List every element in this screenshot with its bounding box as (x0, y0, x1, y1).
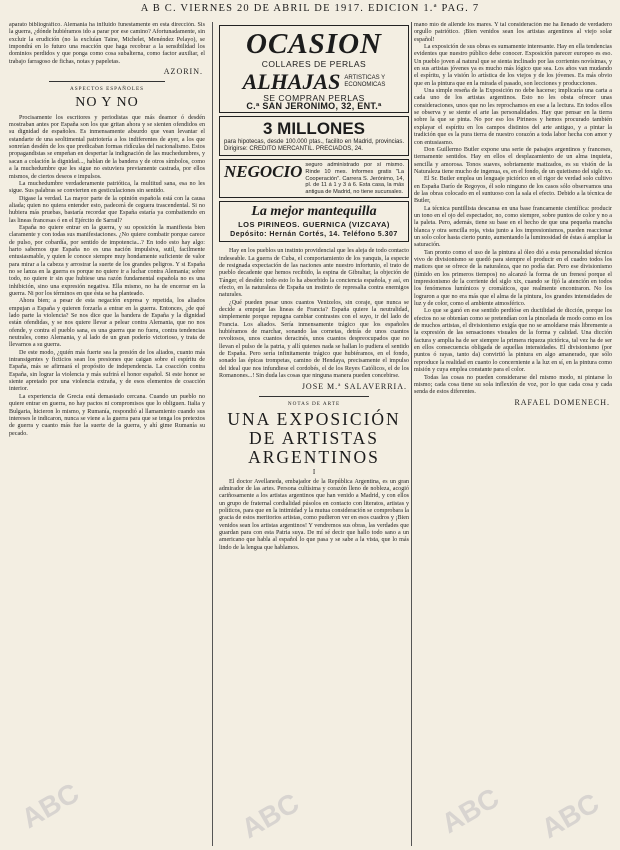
ad-line: COLLARES DE PERLAS (261, 59, 367, 69)
ad-body: para hipotecas, desde 100.000 ptas., facilito en Madrid, provincias. Dirigirse: CREDITO MERCANTIL. PRECIADOS, 24. (224, 139, 404, 153)
paragraph: Tan pronto como el uso de la pintura al óleo dió a esta personalidad técnica vivo de divisionismo se quedó para siempre el producir en el cuadro todos los matices que se ofrece de la naturaleza, que no podía dar. Pero ese divisionismo (tímido en los primeros tiempos) no alcanzó la forma de un frenesí porque el impresionismo de la corriente del siglo xix, cuando se fijó la atención en todos los fenómenos lumínicos y cromáticos, que realmente encontraron. No los lograron a que no era más que el alma de la pintura, los grandes intensidades de luz y de color, como el ambiente atmosférico. (414, 249, 612, 308)
ad-word: NEGOCIO (224, 162, 303, 182)
ad-alhajas-row (224, 70, 404, 94)
ad-address: C.ª SAN JERONIMO, 32, ENT.ª (246, 101, 382, 111)
ad-headline: La mejor mantequilla (251, 204, 377, 220)
paragraph: La técnica puntillista descansa en una base francamente científica: producir un tono en el ojo del espectador, no, como siempre, sobre puntos de color y no a la paleta. Pero, además, tiene su base en el hecho de que una pequeña mancha blanca y otra sencilla roja, vista junto a los impresionismos, pueden reaccionar un solo color hasta cierto punto, aumentando la luminosidad de éstas á ampliar la saturación. (414, 205, 612, 249)
watermark-stamp: ABC (536, 786, 605, 845)
paragraph: La experiencia de Grecia está demasiado cercana. Cuando un pueblo no quiere entrar en guerra, no hay pactos ni compromisos que lo obliguen. Italia y Bulgaria, hicieron lo mismo, y Rumanía, respondió al llamamiento cuando sus intereses le indicaron, nunca se viene a la guerra para que se tenga los pretextos de guerra y cuanto más fue la suerte de la guerra, y ahí gime Rumanía su pecado. (9, 393, 205, 437)
paragraph: La muchedumbre verdaderamente patriótica, la multitud sana, esa no les sigue. Sus palabras se convierten en gesticulaciones sin sentido. (9, 180, 205, 195)
section-number: I (312, 468, 316, 477)
paragraph: aparato bibliográfico. Alemania ha influido funestamente en esta dirección. Sis la guerra, ¿dónde hubiéramos ido a parar por ese camino? Afortunadamente, sin excluir la erudición (no la excluían Taine, Michelet, Menéndez Pelayo), se impondrá en lo futuro una reacción que haga recobrar a la sensibilidad los dominios perdidos y que ponga como cosa subalterna, como factor auxiliar, el trabajo farragoso de fichas, notas y papeletas. (9, 22, 205, 65)
advertisement-mantequilla (219, 201, 409, 242)
paragraph: De este modo, ¿quién más fuerte sea la presión de los aliados, cuanto más intransigentes y ficticios sean los presiones que caigan sobre el espíritu de España, más se afirmará el propósito de independencia. La coacción contra España, sin lograr la violencia y más sufrirá el honor español. Si este honor se siente apretado por una violencia extraña, y de esos elementos de coacción interior. (9, 349, 205, 393)
paragraph: Procisamente los escritores y periodistas que más deamor ó desdén mostraban antes por España son los que gritan ahora y se sienten ofendidos en su dignidad de españoles. Es inmensamente absurdo que vean levantar el estandarte de una seoltimental patriotería a los indiferentes de ayer, a los que sonreían desdén de los que predicaban formas ridículas del nacionalismo. Estos propagandistas se empeñan en despertar la indignación de las muchedumbres, y sacan a colación la dignidad..., hablan de la bandera y de otros símbolos, como a la muchedumbre que les sigue no estuviera previamente castrada, por ellos mismos, de ciertos deseos e impulsos. (9, 114, 205, 180)
section-kicker: NOTAS DE ARTE (287, 400, 341, 407)
article-title: NO Y NO (75, 94, 139, 110)
paragraph: Ahora bien; a pesar de esta negación expresa y repetida, los aliados empujan a España y quieren forzarla a entrar en la guerra. Entonces, ¿de qué lado parte la violencia? Se nos dice que la bandera de España y la dignidad están ofendidas, y se nos quiere llevar a pelear contra Alemania, que no nos ofende, y contra el pueblo sana, es una guerra que no fuera, contra tendencias neutrales, como Alemania, y al lado de un gran poderío victorioso, y trata de llevarnos a su guerra. (9, 298, 205, 349)
ad-line: LOS PIRINEOS. GUERNICA (VIZCAYA) (238, 220, 390, 230)
advertisement-negocio (219, 159, 409, 198)
ad-headline: OCASION (246, 28, 382, 60)
column-left (9, 22, 205, 846)
paragraph: El Sr. Butler emplea un lenguaje pictórico en el rigor de verdad solo cultivo en España Darío de Regoyos, él solo ninguno de los casos sólo observamos una de las obras colocado en el suntuoso con la sala el efecto. Debido a la técnica de Butler, (414, 176, 612, 205)
column-divider-1 (212, 22, 213, 846)
ad-headline: 3 MILLONES (262, 119, 365, 139)
paragraph: Hay en los pueblos un instinto providencial que les aleja de todo contacto indeseable. La guerra de Cuba, el comportamiento de los yanquis, la especie de resignada expectación de las naciones ante nuestro infortunio, el trato de pueblo decadente que hemos recibido, la espina de Gibraltar, la objeción de Tánger, el desdén: todo esto lo ha absorbido la conciencia española, y así, en efecto, en la naturaleza de España un instinto de represalia contra enemigos naturales. (219, 248, 409, 299)
divider (259, 396, 369, 397)
paragraph: Una simple reseña de la Exposición no debe hacerse; implicaría una carta a cada uno de los artistas argentinos. Esto no les obsta ofrecer unas consideraciones, unos que no les reprochamos en ese a la lectura. En todos ellos se observa y se siente el arte las personalidades. Hay que pensar en la tierra sobre la que se pinta. No por eso los Pirineos y hemos procurado también explayar el espíritu en los campos distintos del arte antiguo, y a pintar la tradición que es la pura tierra de nuestro corazón a toda labor hecha con amor y con entusiasmo. (414, 88, 612, 146)
article-title: UNA EXPOSICIÓN DE ARTISTAS ARGENTINOS (227, 409, 401, 468)
paragraph: España no quiere entrar en la guerra, y su oposición la manifiesta bien claramente y con todas sus manifestaciones. ¿No quiere combatir porque carece de pulso, por cobardía, por sentido de impotencia...? En todo esto hay algo: harto sabemos que España no es una nación impulsiva, sutil, facilmente entusiasmable, y quien le conoce siempre muy hondamente suficiente de valor para mirar a la cabeza y arrostrar la suerte de los grandes peligros. Y si España no se lanza en la guerra es porque no quiere ir a luchar contra Alemania; sobre todo, no quiere ir sin que hubiese una razón fundamental española no es una inhibición, sino una expresión negativa. Ella mismo, no ha de encerrar en la guerra. Ni por los términos en que ésta se ha planteado. (9, 224, 205, 297)
watermark-stamp: ABC (16, 776, 85, 835)
signature-salaverria: JOSE M.ª SALAVERRIA. (301, 381, 407, 391)
paragraph: mano mío de allende los mares. Y tal consideración me ha llenado de verdadero orgullo patriótico. ¡Bien venidos sean los artistas argentinos al viejo solar español! (414, 22, 612, 43)
signature-azorin: AZORIN. (163, 67, 203, 77)
ad-line: Depósito: Hernán Cortés, 14. Teléfono 5.307 (230, 230, 398, 238)
ad-body: seguro administrado por sí mismo. Rinde 10 mes. Informes gratis "La Cooperación". Carrera S. Jerónimo, 14, pl. de 11 á 1 y 3 á 6. Esta casa, la más antigua de Madrid, no tiene sucursales. (305, 162, 404, 195)
ad-line: SE COMPRAN PERLAS (263, 92, 365, 103)
paragraph: Don Guillermo Butler expone una serie de paisajes argentinos y franceses, tiernamente sentidos. Hay en ellos el desplazamiento de un alma inquieta, sencilla y amorosa. Tonos suaves, sobriamente matizados, es su visión de la Naturaleza tiene mucho de ingenua, es, en el fondo, de un quietismo del siglo xx. (414, 146, 612, 175)
page-header: A B C. VIERNES 20 DE ABRIL DE 1917. EDICION 1.ª PAG. 7 (140, 3, 480, 14)
paragraph: El doctor Avellaneda, embajador de la República Argentina, es un gran admirador de las artes. Persona cultísima y corazón lleno de nobleza, acogió cariñosamente a los artistas argentinos que han venido a Madrid, y con ellos un grupo de fraternal cordialidad púsolos en contacto con literatos, artistas y políticos, para que en la intimidad y la mutua consideración se comprobara la gracia de estos meritorios artistas, como pudieron ver en esos cuadros y ¡Bien venidos sean los artistas argentinos! Y vendremos sus obras, las verdades que guardan para con esta Patria suya. De mí sé decir que hallo todo sano a un americano que habla al español lo que pasa y se sabe a la vista, que lo más lindo de la lengua que hablamos. (219, 478, 409, 551)
section-kicker: ASPECTOS ESPAÑOLES (69, 86, 145, 93)
column-right (414, 22, 612, 846)
column-divider-2 (411, 22, 412, 846)
advertisement-millones (219, 116, 409, 156)
watermark-stamp: ABC (436, 781, 505, 840)
paragraph: La exposición de sus obras es sumamente interesante. Hay en ella tendencias evidentes que nuestro público debe conocer. Exposición parecer europeo es eso. Un pueblo joven al natural que se sienta inclinado por las corrientes novísimas, y en sus artistas jóvenes ya es mucho más lógico que sea. Los años van mudando el espíritu, y la visión lo artística de los viejos y de los jóvenes. Es más obvio que en la pintura que en la mirada el pasado, son lecciones y producciones. (414, 44, 612, 87)
ad-side-text: ARTISTICAS Y ECONOMICAS (344, 74, 386, 88)
ad-word: ALHAJAS (242, 68, 341, 94)
advertisement-ocasion (219, 25, 409, 113)
signature-domenech: RAFAEL DOMENECH. (514, 397, 610, 407)
paragraph: Lo que se ganó en ese sentido perdióse en ductilidad de dicción, porque los efectos no se obtenían como se pretendían con la pincelada de modo como en los de muchos artistas, el divisionismo exigía que no se amoldarse más libremente a la expresión de las sensaciones visuales de la forma y calidad. Una dicción factura y amplia ha de ser siempre la primera riqueza pictórica, tal vez ha de ser en ellos consecuencia obligada de aquellas intensidades. El divisionismo (por puntos ó rayas, tanto da) convirtió la pintura en algo amanerado, que sólo reproduce la realidad en cuanto lo concerniente a la luz en sí, en la pintura como misión y cuya emplea constante para el color. (414, 308, 612, 374)
paragraph: Digase la verdad. La mayor parte de la opinión española está con la causa aliada; quien no quiera entender esto, padecerá de ceguera trascendental. Si no hubiera más pruebas, bastaría recordar que España estaría ya combatiendo en las lineas francesas ó en el Ejército de Sarrail? (9, 195, 205, 224)
column-middle (219, 22, 409, 846)
watermark-stamp: ABC (236, 786, 305, 845)
paragraph: ¿Qué pueden pesar unos cuantos Venizelos, sin coraje, que nunca se decide a empujar las lineas de Francia? España quiere la neutralidad, simplemente porque repugna cambiar contrastes con el suyo, ir del lado de Francia. Los aliados. Sería inmensamente trágico que los españoles hubiéramos de marchar, sonando las cornetas, detrás de unos cuantos revoltosos, unos cuantos deracinés, unos cuantos despreocupados que no llevan el pulso de la patria, y allí quienes nada se hallan lo pudiera el sentido de España. Pero sería infinitamente trágico que hubiéramos, en el fondo, sonado las épicas trompetas, camino de Hendaya, precisamente el impulso del ideal que nos infundiese el cordobés, el de los Reyes Católicos, el de los Romanones...! Sin duda las cosas que ninguna manera pueden concebirse. (219, 299, 409, 380)
paragraph: Todas las cosas no pueden considerarse del mismo modo, ni pintarse lo mismo; cada cosa tiene su sola inflexión de voz, por lo que cada cosa y cada senda de estos diferentes. (414, 374, 612, 396)
divider (49, 81, 165, 82)
ad-negocio-row (224, 162, 404, 195)
